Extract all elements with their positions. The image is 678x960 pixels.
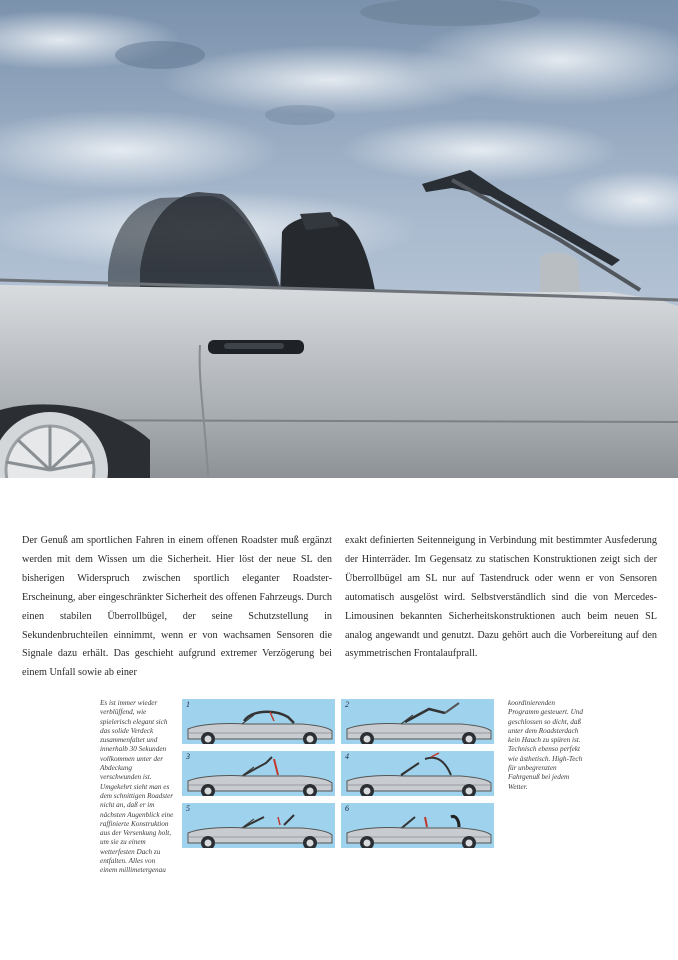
roof-step-panel-6 — [341, 803, 494, 848]
hero-photo — [0, 0, 678, 478]
step-number: 4 — [345, 752, 349, 761]
convertible-car-illustration — [0, 0, 678, 478]
roof-step-panel-4 — [341, 751, 494, 796]
step-number: 3 — [186, 752, 190, 761]
roof-step-panel-1 — [182, 699, 335, 744]
roof-step-panel-3 — [182, 751, 335, 796]
roof-step-panel-5 — [182, 803, 335, 848]
caption-right: koordinierenden Programm gesteuert. Und geschlossen so dicht, daß unter dem Roadsterdach kein Hauch zu spüren ist. Technisch ebenso perfekt wie ästhetisch. High-Tech für unbegrenzten Fahrgenuß bei jedem Wetter. — [508, 699, 583, 791]
body-text-left-column: Der Genuß am sportlichen Fahren in einem offenen Roadster muß ergänzt werden mit dem Wissen um die Sicherheit. Hier löst der neue SL den bisherigen Widerspruch zwischen sportlich eleganter Roadster-Erscheinung, aber eingeschränkter Sicherheit des offenen Fahrzeugs. Durch einen stabilen Überrollbügel, der seine Schutzstellung in Sekundenbruchteilen einnimmt, wenn er von wachsamen Sensoren die Signale dazu erhält. Das geschieht aufgrund extremer Verzögerung bei einem Unfall sowie ab einer — [22, 535, 332, 679]
step-number: 5 — [186, 804, 190, 813]
roof-step-panel-2 — [341, 699, 494, 744]
step-number: 1 — [186, 700, 190, 709]
caption-left: Es ist immer wieder verblüffend, wie spielerisch elegant sich das solide Verdeck zusammenfaltet und innerhalb 30 Sekunden vollkommen unter der Abdeckung verschwunden ist. Umgekehrt sieht man es dem schnittigen Roadster nicht an, daß er im nächsten Augenblick eine raffinierte Konstruktion aus der Versenkung holt, um sie zu einem wetterfesten Dach zu entfalten. Alles von einem millimetergenau — [100, 699, 174, 875]
step-number: 6 — [345, 804, 349, 813]
body-text-right-column: exakt definierten Seitenneigung in Verbindung mit bestimmter Ausfederung der Hinterräder. Im Gegensatz zu statischen Konstruktionen zeigt sich der Überrollbügel am SL nur auf Tastendruck oder wenn er von Sensoren automatisch ausgelöst wird. Selbstverständlich sind die von Mercedes-Limousinen bekannten Sicherheitskonstruktionen auch beim neuen SL analog angewandt und genutzt. Dazu gehört auch die Vorbereitung auf den asymmetrischen Frontalaufprall. — [345, 535, 657, 660]
step-number: 2 — [345, 700, 349, 709]
